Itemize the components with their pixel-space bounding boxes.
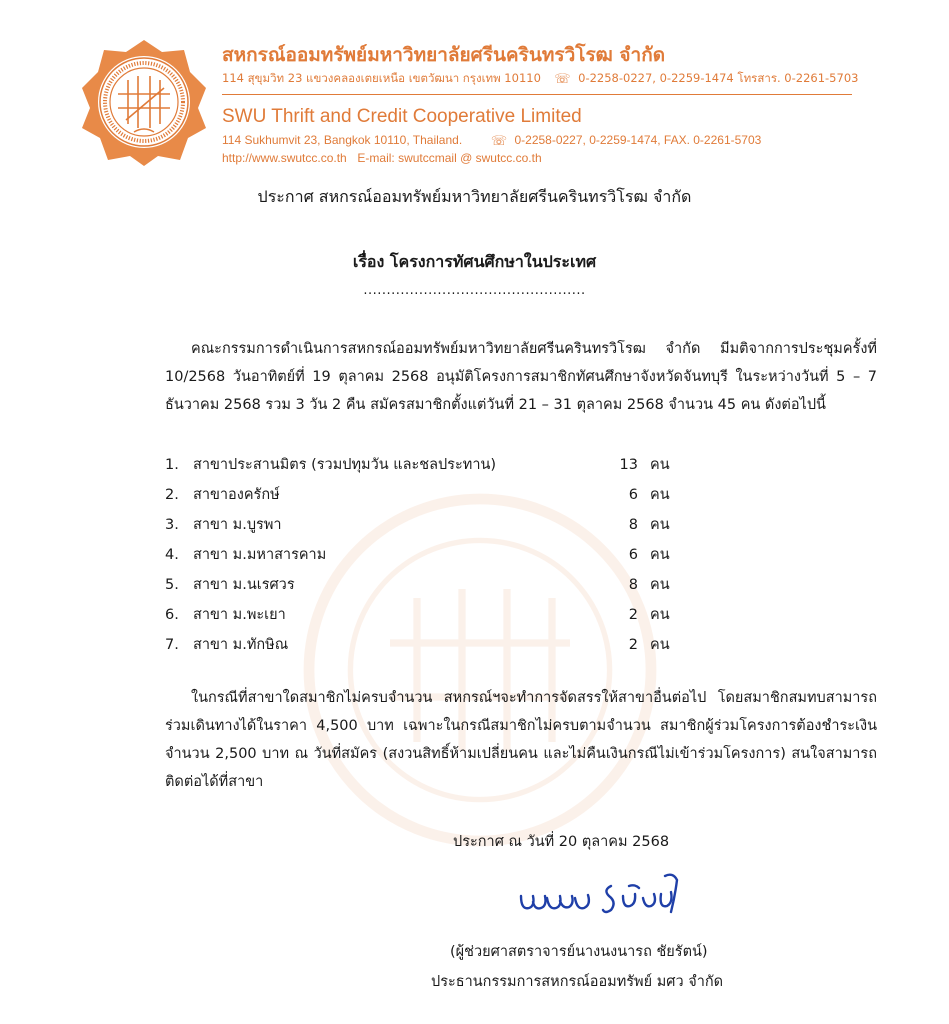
web-contact-line (222, 151, 542, 165)
list-item-number: 7. (165, 637, 179, 653)
list-item-unit: คน (650, 517, 670, 533)
list-item-number: 3. (165, 517, 179, 533)
paragraph-intro (165, 335, 877, 419)
list-item-count: 8 (628, 517, 638, 533)
email-link[interactable]: E-mail: swutccmail @ swutcc.co.th (357, 151, 542, 165)
address-english-line (222, 133, 761, 149)
list-item (165, 482, 725, 512)
list-item (165, 512, 725, 542)
list-item-branch: สาขา ม.พะเยา (193, 607, 286, 623)
list-item-number: 1. (165, 457, 179, 473)
list-item (165, 572, 725, 602)
list-item-unit: คน (650, 577, 670, 593)
dotted-separator: ................................................ (363, 283, 586, 298)
list-item-branch: สาขาประสานมิตร (รวมปทุมวัน และชลประทาน) (193, 457, 497, 473)
handwritten-signature (515, 868, 695, 928)
list-item-number: 6. (165, 607, 179, 623)
telephone-icon: ☏ (490, 133, 508, 148)
announcement-subject: เรื่อง โครงการทัศนศึกษาในประเทศ (352, 252, 597, 271)
phones-english: 0-2258-0227, 0-2259-1474, FAX. 0-2261-5703 (514, 133, 762, 147)
address-thai: 114 สุขุมวิท 23 แขวงคลองเตยเหนือ เขตวัฒนา กรุงเทพ 10110 (222, 71, 541, 85)
list-item (165, 542, 725, 572)
paragraph-conditions-text: ในกรณีที่สาขาใดสมาชิกไม่ครบจำนวน สหกรณ์ฯจะทำการจัดสรรให้สาขาอื่นต่อไป โดยสมาชิกสมทบสามารถร่วมเดินทางได้ในราคา 4,500 บาท เฉพาะในกรณีสมาชิกไม่ครบตามจำนวน สมาชิกผู้ร่วมโครงการต้องชำระเงินจำนวน 2,500 บาท ณ วันที่สมัคร (สงวนสิทธิ์ห้ามเปลี่ยนคน และไม่คืนเงินกรณีไม่เข้าร่วมโครงการ) สนใจสามารถติดต่อได้ที่สาขา (165, 690, 877, 790)
list-item-count: 6 (628, 487, 638, 503)
cooperative-seal-logo (80, 38, 208, 166)
list-item-branch: สาขา ม.นเรศวร (193, 577, 295, 593)
branch-quota-list (165, 452, 725, 662)
list-item-number: 5. (165, 577, 179, 593)
list-item-unit: คน (650, 607, 670, 623)
announcement-date: ประกาศ ณ วันที่ 20 ตุลาคม 2568 (453, 834, 670, 850)
org-name-thai: สหกรณ์ออมทรัพย์มหาวิทยาลัยศรีนครินทรวิโรฒ จำกัด (222, 44, 666, 66)
list-item-branch: สาขาองครักษ์ (193, 487, 280, 503)
list-item-unit: คน (650, 457, 670, 473)
list-item-count: 2 (628, 607, 638, 623)
address-english: 114 Sukhumvit 23, Bangkok 10110, Thailand. (222, 133, 463, 147)
phones-thai: 0-2258-0227, 0-2259-1474 โทรสาร. 0-2261-5703 (578, 71, 859, 85)
org-name-english: SWU Thrift and Credit Cooperative Limited (222, 106, 582, 127)
paragraph-intro-text: คณะกรรมการดำเนินการสหกรณ์ออมทรัพย์มหาวิทยาลัยศรีนครินทรวิโรฒ จำกัด มีมติจากการประชุมครั้งที่ 10/2568 วันอาทิตย์ที่ 19 ตุลาคม 2568 อนุมัติโครงการสมาชิกทัศนศึกษาจังหวัดจันทบุรี ในระหว่างวันที่ 5 – 7 ธันวาคม 2568 รวม 3 วัน 2 คืน สมัครสมาชิกตั้งแต่วันที่ 21 – 31 ตุลาคม 2568 จำนวน 45 คน ดังต่อไปนี้ (165, 341, 877, 413)
list-item (165, 452, 725, 482)
signer-title: ประธานกรรมการสหกรณ์ออมทรัพย์ มศว จำกัด (431, 974, 724, 990)
list-item-unit: คน (650, 547, 670, 563)
list-item-branch: สาขา ม.บูรพา (193, 517, 282, 533)
address-thai-line (222, 70, 858, 88)
paragraph-conditions (165, 684, 877, 796)
list-item-unit: คน (650, 637, 670, 653)
list-item-count: 13 (619, 457, 638, 473)
list-item (165, 632, 725, 662)
list-item-unit: คน (650, 487, 670, 503)
list-item-branch: สาขา ม.มหาสารคาม (193, 547, 327, 563)
announcement-title: ประกาศ สหกรณ์ออมทรัพย์มหาวิทยาลัยศรีนครินทรวิโรฒ จำกัด (257, 187, 692, 206)
list-item-count: 2 (628, 637, 638, 653)
list-item-count: 6 (628, 547, 638, 563)
website-link[interactable]: http://www.swutcc.co.th (222, 151, 347, 165)
list-item-count: 8 (628, 577, 638, 593)
signer-name: (ผู้ช่วยศาสตราจารย์นางนงนารถ ชัยรัตน์) (450, 944, 708, 960)
telephone-icon: ☏ (554, 72, 571, 87)
list-item-branch: สาขา ม.ทักษิณ (193, 637, 289, 653)
list-item-number: 2. (165, 487, 179, 503)
letterhead-divider (222, 94, 852, 95)
list-item (165, 602, 725, 632)
list-item-number: 4. (165, 547, 179, 563)
